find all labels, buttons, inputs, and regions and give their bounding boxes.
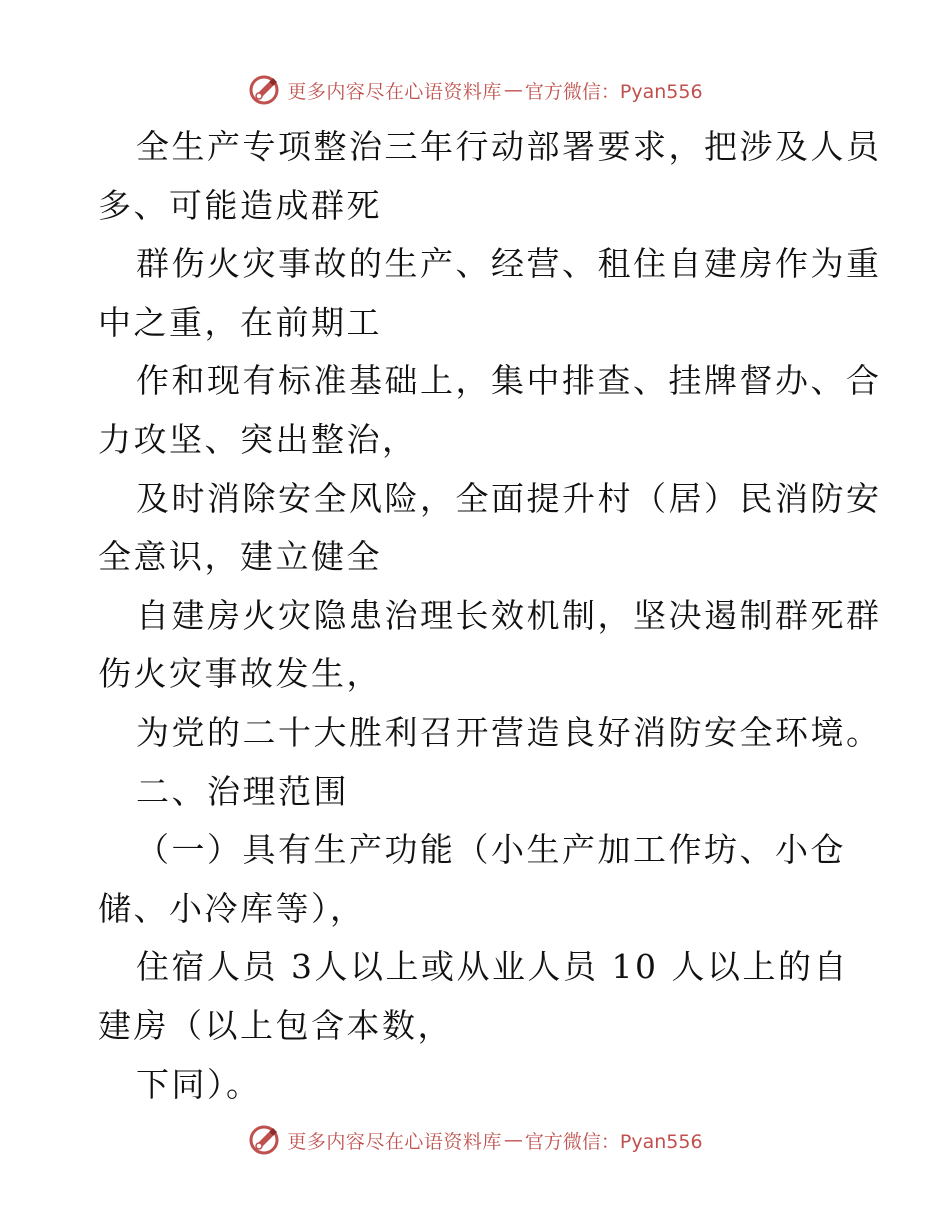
text-line: 群伤火灾事故的生产、经营、租住自建房作为重: [136, 244, 882, 284]
text-line: 伤火灾事故发生，: [98, 654, 382, 694]
text-line: 中之重，在前期工: [98, 302, 382, 342]
watermark-contact: 官方微信：Pyan556: [524, 80, 703, 103]
hand-pen-logo-icon: [247, 1123, 281, 1157]
text-line: （一）具有生产功能（小生产加工作坊、小仓: [136, 830, 846, 870]
hand-pen-logo-icon: [247, 73, 281, 107]
header-watermark: [0, 70, 950, 110]
watermark-contact: 官方微信：Pyan556: [524, 1130, 703, 1153]
document-body: [98, 118, 882, 1114]
text-line: 建房（以上包含本数，: [98, 1005, 453, 1045]
text-line: 作和现有标准基础上，集中排查、挂牌督办、合: [136, 361, 882, 401]
text-line: 下同）。: [136, 1064, 262, 1104]
text-line: 自建房火灾隐患治理长效机制，坚决遏制群死群: [136, 595, 882, 635]
text-line: 住宿人员 3人以上或从业人员 10 人以上的自: [136, 947, 849, 987]
watermark-separator: —: [503, 79, 523, 101]
text-line: 全意识，建立健全: [98, 537, 382, 577]
text-line: 全生产专项整治三年行动部署要求，把涉及人员: [136, 127, 882, 166]
text-line: 及时消除安全风险，全面提升村（居）民消防安: [136, 478, 882, 518]
text-line: 为党的二十大胜利召开营造良好消防安全环境。: [136, 712, 882, 752]
text-line: 多、可能造成群死: [98, 185, 382, 225]
text-line: 储、小冷库等），: [98, 888, 366, 928]
watermark-label: 更多内容尽在心语资料库: [287, 80, 502, 103]
text-line: 力攻坚、突出整治，: [98, 419, 418, 459]
watermark-separator: —: [503, 1129, 523, 1151]
section-heading: 二、治理范围: [136, 771, 349, 811]
footer-watermark: [0, 1120, 950, 1160]
watermark-label: 更多内容尽在心语资料库: [287, 1130, 502, 1153]
